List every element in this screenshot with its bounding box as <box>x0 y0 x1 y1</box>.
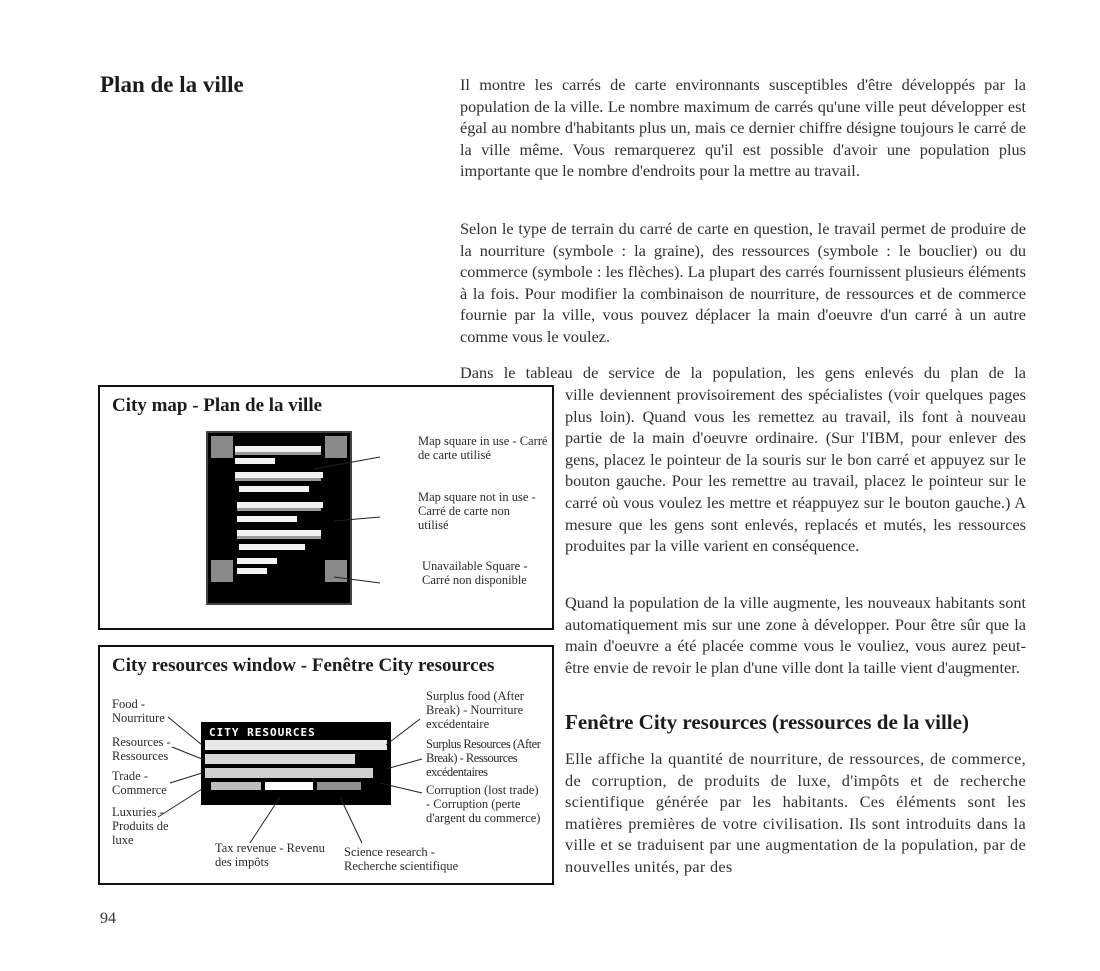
paragraph-2: Selon le type de terrain du carré de carte en question, le travail permet de produire de la nourriture (symbole : la graine), des ressources (symbole : le bouclier) ou du commerce (symbole : les flèches). La plupart des carrés fournissent plusieurs éléments à la fois. Pour modifier la combinaison de nourriture, de ressources et de commerce fournie par la ville, vous pouvez déplacer la main d'oeuvre d'un carré à un autre comme vous le voulez. <box>460 219 1026 346</box>
page-number: 94 <box>100 910 116 927</box>
subheading-city-resources: Fenêtre City resources (ressources de la ville) <box>565 710 969 734</box>
screen-title: CITY RESOURCES <box>209 726 316 739</box>
label-trade: Trade - Commerce <box>112 769 167 797</box>
figure-title: City resources window - Fenêtre City resources <box>112 655 495 676</box>
paragraph-5: Elle affiche la quantité de nourriture, de ressources, de commerce, de corruption, de produits de luxe, d'impôts et de recherche scientifique générée par les habitants. Ces éléments sont les matières premières de votre civilisation. Ils sont introduits dans la ville et se traduisent par une augmentation de la population, par de nouvelles unités, par des <box>565 749 1026 876</box>
label-square-not-in-use: Map square not in use - Carré de carte non utilisé <box>418 490 536 532</box>
label-surplus-food: Surplus food (After Break) - Nourriture excédentaire <box>426 689 524 731</box>
label-tax-revenue: Tax revenue - Revenu des impôts <box>215 841 325 869</box>
paragraph-4: Quand la population de la ville augmente, les nouveaux habitants sont automatiquement mis sur une zone à développer. Pour être sûr que la main d'oeuvre a été placée comme vous le vouliez, vous aurez peut-être envie de revoir le plan d'une ville dont la taille vient d'augmenter. <box>565 593 1026 677</box>
paragraph-3-rest: ville deviennent provisoirement des spécialistes (voir quelques pages plus loin). Quand vous les remettez au travail, ils font à nouveau partie de la main d'oeuvre ordinaire. (Sur l'IBM, pour enlever des gens, placez le pointeur de la souris sur le bon carré et appuyez sur le bouton gauche. Pour les remettre au travail, placez le pointeur sur le carré où vous voulez les mettre et réappuyez sur le bouton gauche.) A mesure que les gens sont enlevés, replacés et mutés, les ressources produites par la ville varient en conséquence. <box>565 385 1026 556</box>
label-food: Food - Nourriture <box>112 697 165 725</box>
label-surplus-resources: Surplus Resources (After Break) - Ressources excédentaires <box>426 737 541 779</box>
label-unavailable-square: Unavailable Square - Carré non disponible <box>422 559 528 587</box>
paragraph-3-first-line: Dans le tableau de service de la population, les gens enlevés du plan de la <box>460 363 1026 382</box>
label-resources: Resources - Ressources <box>112 735 171 763</box>
city-map-figure <box>98 385 554 630</box>
paragraph-1: Il montre les carrés de carte environnants susceptibles d'être développés par la population de la ville. Le nombre maximum de carrés qu'une ville peut développer est égal au nombre d'habitants plus un, mais ce dernier chiffre désigne toujours le carré de la ville même. Vous remarquerez qu'il est possible d'avoir une population plus importante que le nombre d'endroits pour la mettre au travail. <box>460 75 1026 181</box>
label-luxuries: Luxuries - Produits de luxe <box>112 805 169 847</box>
label-square-in-use: Map square in use - Carré de carte utilisé <box>418 434 548 462</box>
figure-title: City map - Plan de la ville <box>112 395 323 416</box>
section-title: Plan de la ville <box>100 72 244 97</box>
city-resources-figure <box>98 645 554 885</box>
label-corruption: Corruption (lost trade) - Corruption (perte d'argent du commerce) <box>426 783 541 825</box>
label-science-research: Science research - Recherche scientifique <box>344 845 459 873</box>
